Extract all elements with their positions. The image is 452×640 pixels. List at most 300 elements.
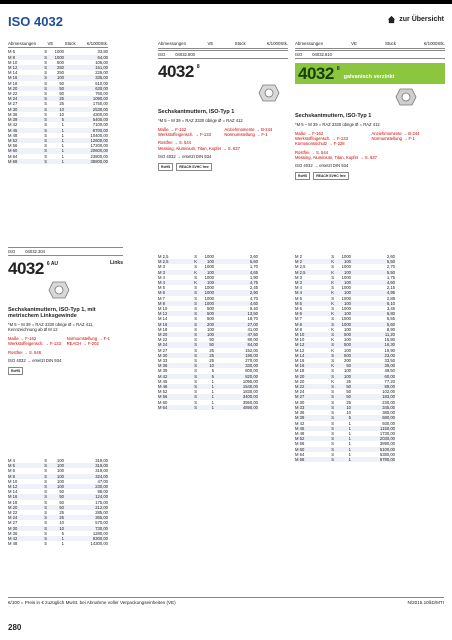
table-cell: 1 bbox=[61, 122, 64, 128]
overview-link[interactable] bbox=[387, 15, 444, 24]
table-cell: 1 bbox=[211, 394, 214, 400]
table-cell: 100 bbox=[344, 326, 351, 332]
table-cell: M 30 bbox=[8, 106, 18, 112]
table-cell: S bbox=[44, 504, 47, 510]
table-cell: M 64 bbox=[8, 153, 18, 159]
table-cell: K bbox=[331, 326, 334, 332]
table-cell: S bbox=[331, 430, 334, 436]
table-cell: 5,50 bbox=[386, 259, 395, 265]
table-cell: S bbox=[194, 300, 197, 306]
table-cell: M 18 bbox=[295, 368, 305, 374]
table-cell: M 8 bbox=[295, 321, 302, 327]
table-cell: 10400,00 bbox=[90, 132, 108, 138]
table-cell: 5,60 bbox=[386, 321, 395, 327]
table-cell: 2,60 bbox=[249, 254, 258, 259]
table-cell: M 48 bbox=[8, 132, 18, 138]
table-cell: K bbox=[331, 337, 334, 343]
table-cell: 1 bbox=[211, 404, 214, 410]
table-cell: S bbox=[331, 332, 334, 338]
table-cell: M 56 bbox=[8, 143, 18, 149]
table-cell: 10 bbox=[346, 410, 351, 416]
table-cell: 100 bbox=[57, 473, 64, 479]
table-cell: 1000 bbox=[204, 295, 214, 301]
table-cell: 1000 bbox=[204, 290, 214, 296]
table-cell: S bbox=[194, 306, 197, 312]
table-cell: 50 bbox=[59, 85, 64, 91]
table-cell: M 27 bbox=[158, 347, 168, 353]
table-cell: S bbox=[194, 337, 197, 343]
table-cell: 2,60 bbox=[386, 254, 395, 259]
table-cell: M 4 bbox=[295, 290, 302, 296]
table-cell: S bbox=[331, 410, 334, 416]
table-cell: 4300,00 bbox=[92, 111, 108, 117]
table-cell: S bbox=[331, 342, 334, 348]
table-cell: M 22 bbox=[8, 510, 18, 516]
table-cell: 1 bbox=[211, 384, 214, 390]
table-cell: S bbox=[44, 85, 47, 91]
table-cell: 25 bbox=[59, 101, 64, 107]
table-cell: M 45 bbox=[8, 127, 18, 133]
table-cell: 1 bbox=[211, 399, 214, 405]
table-cell: 1 bbox=[61, 127, 64, 133]
table-cell: S bbox=[331, 285, 334, 291]
table-cell: 1000 bbox=[341, 274, 351, 280]
table-cell: 319,00 bbox=[95, 463, 108, 469]
table-cell: 100 bbox=[57, 484, 64, 490]
table-cell: M 39 bbox=[158, 368, 168, 374]
table-cell: M 56 bbox=[158, 394, 168, 400]
table-cell: 17200,00 bbox=[90, 143, 108, 149]
table-cell: 100 bbox=[207, 280, 214, 286]
table-cell: M 24 bbox=[8, 515, 18, 521]
table-cell: M 27 bbox=[8, 101, 18, 107]
table-cell: 50 bbox=[346, 363, 351, 369]
table-cell: 25 bbox=[346, 378, 351, 384]
table-cell: 77,20 bbox=[384, 378, 395, 384]
table-cell: M 20 bbox=[158, 332, 168, 338]
table-cell: 5100,00 bbox=[379, 446, 395, 452]
table-cell: 630,00 bbox=[95, 85, 108, 91]
table-row bbox=[295, 457, 395, 462]
table-cell: M 60 bbox=[8, 148, 18, 154]
table-cell: M 20 bbox=[295, 373, 305, 379]
table-col3 bbox=[8, 458, 108, 546]
product-title: Sechskantmuttern, ISO-Typ 1 bbox=[158, 109, 235, 115]
table-cell: M 42 bbox=[8, 122, 18, 128]
table-cell: S bbox=[331, 451, 334, 457]
table-cell: M 60 bbox=[295, 446, 305, 452]
table-cell: 25 bbox=[59, 96, 64, 102]
table-cell: 9,40 bbox=[249, 306, 258, 312]
table-cell: S bbox=[194, 358, 197, 364]
table-cell: M 42 bbox=[8, 536, 18, 542]
table-cell: M 6 bbox=[295, 311, 302, 317]
table-cell: 1090,00 bbox=[92, 96, 108, 102]
table-cell: S bbox=[194, 254, 197, 259]
table-cell: 100 bbox=[344, 347, 351, 353]
table-cell: M 20 bbox=[8, 85, 18, 91]
table-cell: 2,70 bbox=[386, 264, 395, 270]
table-cell: 330,00 bbox=[245, 363, 258, 369]
table-cell: 8700,00 bbox=[92, 127, 108, 133]
table-cell: 89,00 bbox=[384, 384, 395, 390]
table-cell: 106,00 bbox=[95, 59, 108, 65]
table-cell: S bbox=[44, 478, 47, 484]
table-cell: 183,00 bbox=[382, 394, 395, 400]
table-cell: 1000 bbox=[341, 306, 351, 312]
table-cell: 50 bbox=[346, 389, 351, 395]
table-cell: S bbox=[44, 49, 47, 55]
table-cell: M 20 bbox=[295, 378, 305, 384]
table-cell: S bbox=[44, 111, 47, 117]
table-cell: M 2,5 bbox=[158, 259, 169, 265]
table-cell: 500 bbox=[344, 332, 351, 338]
table-cell: S bbox=[194, 384, 197, 390]
table-cell: 50 bbox=[209, 337, 214, 343]
table-cell: 10 bbox=[209, 363, 214, 369]
table-cell: M 3 bbox=[295, 274, 302, 280]
table-cell: 570,00 bbox=[95, 520, 108, 526]
table-cell: 1000 bbox=[204, 300, 214, 306]
table-cell: 4,95 bbox=[386, 290, 395, 296]
table-cell: S bbox=[44, 520, 47, 526]
table-cell: M 3 bbox=[158, 264, 165, 270]
table-cell: M 33 bbox=[295, 404, 305, 410]
footer-note: €/100 = Preis in € zuzüglich MwSt. bei Abnahme voller Verpackungseinheiten (VE) bbox=[8, 600, 176, 605]
table-cell: 510,00 bbox=[95, 80, 108, 86]
table-cell: 5,60 bbox=[249, 259, 258, 265]
table-cell: S bbox=[331, 425, 334, 431]
table-cell: 500 bbox=[207, 311, 214, 317]
zinc-label: 4032 8 galvanisch verzinkt bbox=[295, 63, 445, 84]
table-cell: M 4 bbox=[295, 285, 302, 291]
table-cell: 1 bbox=[61, 153, 64, 159]
table-cell: 124,00 bbox=[95, 494, 108, 500]
table-cell: S bbox=[194, 347, 197, 353]
table-cell: 100 bbox=[207, 332, 214, 338]
table-cell: M 16 bbox=[295, 358, 305, 364]
table-cell: 47,00 bbox=[97, 478, 108, 484]
page-title: ISO 4032 bbox=[8, 14, 63, 29]
table-cell: S bbox=[194, 399, 197, 405]
table-cell: 4,75 bbox=[249, 280, 258, 286]
table-cell: 2,88 bbox=[386, 295, 395, 301]
table-cell: 100 bbox=[57, 468, 64, 474]
table-cell: S bbox=[194, 332, 197, 338]
table-cell: S bbox=[194, 326, 197, 332]
table-cell: 100 bbox=[344, 300, 351, 306]
table-cell: S bbox=[44, 499, 47, 505]
table-cell: S bbox=[194, 373, 197, 379]
table-cell: M 24 bbox=[295, 389, 305, 395]
table-cell: 1830,00 bbox=[242, 389, 258, 395]
table-cell: M 56 bbox=[295, 441, 305, 447]
table-cell: M 4 bbox=[158, 274, 165, 280]
table-cell: S bbox=[331, 373, 334, 379]
table-cell: 4,65 bbox=[249, 269, 258, 275]
table-cell: K bbox=[331, 363, 334, 369]
table-cell: S bbox=[331, 316, 334, 322]
table-cell: S bbox=[331, 254, 334, 259]
table-cell: 100 bbox=[57, 75, 64, 81]
hex-nut-icon bbox=[258, 84, 280, 102]
table-cell: 3890,00 bbox=[379, 441, 395, 447]
table-cell: M 48 bbox=[8, 541, 18, 547]
table-cell: 1 bbox=[211, 378, 214, 384]
table-cell: 39,00 bbox=[384, 363, 395, 369]
table-cell: K bbox=[194, 269, 197, 275]
table-cell: S bbox=[44, 96, 47, 102]
table-cell: S bbox=[44, 458, 47, 463]
table-cell: 25 bbox=[209, 347, 214, 353]
table-cell: 47,50 bbox=[247, 332, 258, 338]
table-cell: M 16 bbox=[8, 75, 18, 81]
table-cell: M 64 bbox=[158, 404, 168, 410]
table-cell: 270,00 bbox=[245, 358, 258, 364]
table-cell: 4,70 bbox=[249, 295, 258, 301]
table-cell: M 39 bbox=[8, 117, 18, 123]
table-cell: 4,60 bbox=[249, 300, 258, 306]
table-cell: 10 bbox=[59, 525, 64, 531]
table-cell: 100 bbox=[57, 458, 64, 463]
table-cell: 100 bbox=[207, 269, 214, 275]
table-cell: 1000 bbox=[54, 54, 64, 60]
table-cell: M 8 bbox=[158, 300, 165, 306]
table-cell: 102,00 bbox=[382, 389, 395, 395]
table-cell: M 8 bbox=[295, 326, 302, 332]
table-cell: 175,00 bbox=[95, 499, 108, 505]
rohs-badge: RoHS bbox=[295, 172, 310, 180]
table-cell: 60,00 bbox=[384, 373, 395, 379]
product-block-810: Abmessungen VE Stück €/1000Stk. ISO 04032.810 4032 8 galvanisch verzinkt Sechskantmuttern, ISO-Typ 1 *M 5 – M 39 = RAZ 3330 übrige Ø = RAZ 412 Maße → F-162 Anziehmomente → B-244 Werkstoffeigensch. → F-133 Normumstellung → F-1 Korrosionsschutz → F-228 Rostfrei → S. 544 Messing, Aluminium, Titan, Kupfer → S. 637 ISO 4032 → ersetzt DIN 934 RoHS REACH SVHC free bbox=[295, 41, 445, 180]
table-cell: S bbox=[194, 378, 197, 384]
table-cell: S bbox=[331, 399, 334, 405]
table-cell: 319,00 bbox=[95, 458, 108, 463]
table-cell: S bbox=[331, 456, 334, 462]
table-cell: 1000 bbox=[204, 254, 214, 259]
table-cell: 1730,00 bbox=[379, 430, 395, 436]
table-cell: 1280,00 bbox=[92, 530, 108, 536]
table-cell: 12600,00 bbox=[90, 137, 108, 143]
table-cell: M 14 bbox=[8, 70, 18, 76]
table-cell: M 30 bbox=[158, 352, 168, 358]
table-cell: M 2 bbox=[295, 259, 302, 265]
hex-nut-icon bbox=[48, 281, 70, 299]
table-cell: S bbox=[331, 420, 334, 426]
table-cell: 9300,00 bbox=[92, 536, 108, 542]
table-cell: M 12 bbox=[295, 347, 305, 353]
rohs-badge: RoHS bbox=[158, 163, 173, 171]
table-cell: 33,50 bbox=[384, 358, 395, 364]
product-title: Sechskantmuttern, ISO-Typ 1 bbox=[295, 113, 372, 119]
table-cell: M 12 bbox=[295, 342, 305, 348]
table-cell: S bbox=[331, 394, 334, 400]
footer-code: N/2015.10ßD/MTI bbox=[407, 600, 444, 605]
table-cell: 25 bbox=[209, 358, 214, 364]
table-cell: 1 bbox=[348, 425, 351, 431]
table-cell: 1000 bbox=[204, 264, 214, 270]
table-cell: M 24 bbox=[158, 342, 168, 348]
table-cell: 930,00 bbox=[382, 420, 395, 426]
table-cell: S bbox=[331, 446, 334, 452]
table-cell: S bbox=[44, 473, 47, 479]
top-bar bbox=[0, 0, 452, 4]
table-cell: M 68 bbox=[8, 158, 18, 164]
table-cell: S bbox=[44, 494, 47, 500]
reach-badge: REACH SVHC free bbox=[176, 163, 212, 171]
table-cell: 50 bbox=[59, 80, 64, 86]
standard-number: 4032 bbox=[158, 61, 194, 81]
table-cell: 19,90 bbox=[384, 347, 395, 353]
table-cell: M 22 bbox=[158, 337, 168, 343]
table-cell: M 3 bbox=[295, 280, 302, 286]
table-cell: K bbox=[331, 347, 334, 353]
table-cell: 18,70 bbox=[247, 316, 258, 322]
table-cell: M 14 bbox=[295, 352, 305, 358]
table-cell: S bbox=[331, 358, 334, 364]
table-cell: S bbox=[44, 484, 47, 490]
table-cell: M 2,5 bbox=[295, 264, 306, 270]
overview-label: zur Übersicht bbox=[399, 16, 444, 23]
table-cell: S bbox=[194, 394, 197, 400]
table-cell: 50 bbox=[59, 494, 64, 500]
table-cell: 80,00 bbox=[247, 337, 258, 343]
table-cell: S bbox=[194, 264, 197, 270]
table-cell: 50 bbox=[59, 91, 64, 97]
table-cell: S bbox=[194, 352, 197, 358]
table-cell: 1095,00 bbox=[242, 378, 258, 384]
rohs-badge: RoHS bbox=[8, 367, 23, 375]
table-cell: S bbox=[44, 127, 47, 133]
table-cell: 285,00 bbox=[95, 510, 108, 516]
table-cell: 13,50 bbox=[247, 311, 258, 317]
table-cell: 10 bbox=[59, 111, 64, 117]
table-cell: M 14 bbox=[8, 489, 18, 495]
table-cell: M 36 bbox=[8, 530, 18, 536]
table-cell: 151,00 bbox=[95, 65, 108, 71]
table-cell: 1540,00 bbox=[242, 384, 258, 390]
table-cell: 1 bbox=[348, 446, 351, 452]
table-cell: S bbox=[44, 525, 47, 531]
table-cell: 600,00 bbox=[245, 368, 258, 374]
table-cell: 820,00 bbox=[245, 373, 258, 379]
table-cell: M 6 bbox=[295, 306, 302, 312]
table-cell: 1 bbox=[61, 143, 64, 149]
table-cell: 50 bbox=[59, 489, 64, 495]
table-cell: S bbox=[194, 316, 197, 322]
table-cell: M 36 bbox=[295, 410, 305, 416]
table-cell: K bbox=[331, 269, 334, 275]
table-cell: 3,45 bbox=[386, 306, 395, 312]
table-cell: M 4 bbox=[8, 458, 15, 463]
table-cell: 100 bbox=[344, 311, 351, 317]
table-cell: 49,50 bbox=[384, 368, 395, 374]
table-cell: S bbox=[44, 143, 47, 149]
table-cell: S bbox=[44, 132, 47, 138]
table-cell: 345,00 bbox=[382, 404, 395, 410]
table-cell: S bbox=[331, 264, 334, 270]
table-cell: M 10 bbox=[295, 332, 305, 338]
table-cell: 5,55 bbox=[386, 316, 395, 322]
table-cell: S bbox=[194, 295, 197, 301]
table-cell: 3400,00 bbox=[242, 394, 258, 400]
table-cell: 500 bbox=[344, 352, 351, 358]
table-cell: M 36 bbox=[158, 363, 168, 369]
table-cell: 1,90 bbox=[249, 274, 258, 280]
table-cell: M 5 bbox=[295, 300, 302, 306]
table-cell: M 45 bbox=[295, 425, 305, 431]
table-cell: S bbox=[44, 468, 47, 474]
home-icon bbox=[387, 15, 396, 24]
table-cell: M 2,5 bbox=[295, 269, 306, 275]
table-cell: M 27 bbox=[295, 394, 305, 400]
table-cell: S bbox=[44, 137, 47, 143]
table-cell: S bbox=[331, 415, 334, 421]
table-cell: M 60 bbox=[158, 399, 168, 405]
table-cell: 1000 bbox=[204, 285, 214, 291]
table-cell: M 5 bbox=[295, 295, 302, 301]
table-cell: S bbox=[194, 290, 197, 296]
table-cell: S bbox=[44, 463, 47, 469]
table-cell: 1150,00 bbox=[380, 425, 395, 431]
table-cell: 50 bbox=[59, 499, 64, 505]
table-cell: K bbox=[331, 259, 334, 265]
table-cell: 1 bbox=[348, 441, 351, 447]
table-cell: 100 bbox=[57, 478, 64, 484]
table-cell: M 10 bbox=[8, 59, 18, 65]
table-cell: 25 bbox=[59, 515, 64, 521]
table-cell: S bbox=[44, 122, 47, 128]
table-cell: 2530,00 bbox=[92, 106, 108, 112]
table-cell: S bbox=[44, 515, 47, 521]
table-cell: 10 bbox=[346, 404, 351, 410]
table-cell: 1,75 bbox=[386, 274, 395, 280]
table-cell: 4,60 bbox=[386, 280, 395, 286]
table-cell: K bbox=[331, 280, 334, 286]
table-col4 bbox=[295, 254, 395, 462]
table-cell: M 8 bbox=[8, 473, 15, 479]
table-cell: M 14 bbox=[158, 316, 168, 322]
table-cell: M 10 bbox=[158, 306, 168, 312]
table-cell: 226,00 bbox=[95, 70, 108, 76]
table-row bbox=[8, 159, 108, 164]
table-cell: 200 bbox=[207, 321, 214, 327]
article-row: ISO 04032.810 bbox=[295, 50, 445, 59]
table-cell: S bbox=[44, 59, 47, 65]
table-row bbox=[158, 405, 258, 410]
table-header: Abmessungen VE Stück €/1000Stk. bbox=[8, 41, 108, 48]
table-cell: 319,00 bbox=[95, 468, 108, 474]
table-cell: 5400,00 bbox=[92, 117, 108, 123]
table-cell: S bbox=[194, 321, 197, 327]
table-cell: 5,50 bbox=[386, 269, 395, 275]
table-cell: M 45 bbox=[158, 378, 168, 384]
table-cell: M 18 bbox=[8, 80, 18, 86]
table-cell: 10 bbox=[59, 520, 64, 526]
table-cell: 2,45 bbox=[249, 285, 258, 291]
table-cell: M 2 bbox=[295, 254, 302, 259]
table-cell: 4890,00 bbox=[242, 404, 258, 410]
table-cell: 64,00 bbox=[97, 54, 108, 60]
table-cell: 1000 bbox=[341, 295, 351, 301]
table-cell: M 27 bbox=[8, 520, 18, 526]
table-cell: 50 bbox=[59, 504, 64, 510]
table-cell: S bbox=[44, 117, 47, 123]
table-cell: 1 bbox=[348, 456, 351, 462]
footer bbox=[8, 597, 444, 605]
table-cell: 27,00 bbox=[247, 321, 258, 327]
table-cell: 230,00 bbox=[382, 399, 395, 405]
